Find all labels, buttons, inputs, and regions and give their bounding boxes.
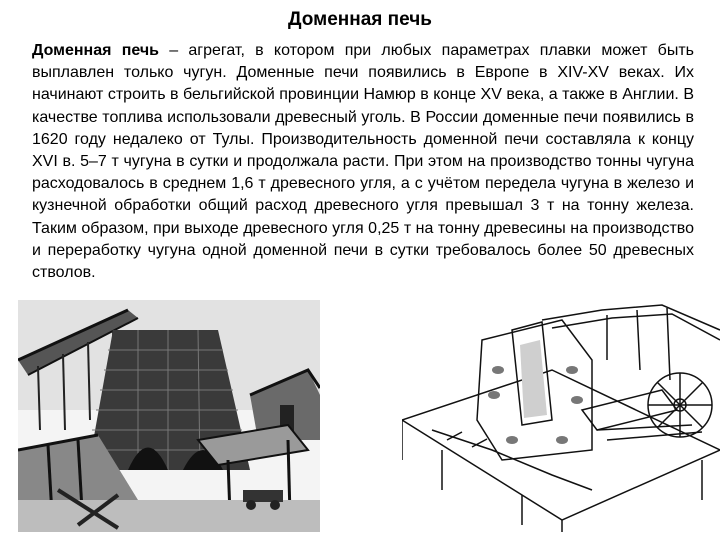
furnace-cutaway-figure bbox=[402, 300, 720, 532]
furnace-engraving-figure bbox=[18, 300, 320, 532]
page-title: Доменная печь bbox=[288, 9, 432, 30]
furnace-cutaway-drawing bbox=[402, 300, 720, 532]
furnace-engraving-drawing bbox=[18, 300, 320, 532]
bold-term: Доменная печь bbox=[32, 42, 159, 59]
body-paragraph bbox=[32, 40, 694, 284]
paragraph-text: – агрегат, в котором при любых параметрах плавки может быть выплавлен только чугун. Доменные печи появились в Европе в XIV-XV веках. Их начинают строить в бельгийской провинции Намюр в конце XV века, а также в Англии. В качестве топлива использовали древесный уголь. В России доменные печи появились в 1620 году недалеко от Тулы. Производительность доменной печи составляла к концу XVI в. 5–7 т чугуна в сутки и продолжала расти. При этом на производство тонны чугуна расходовалось в среднем 1,6 т древесного угля, а с учётом передела чугуна в железо и кузнечной обработки общий расход древесного угля превышал 3 т на тонну железа. Таким образом, при выходе древесного угля 0,25 т на тонну древесины на производство и переработку чугуна одной доменной печи в сутки требовалось более 50 древесных стволов. bbox=[32, 42, 694, 282]
